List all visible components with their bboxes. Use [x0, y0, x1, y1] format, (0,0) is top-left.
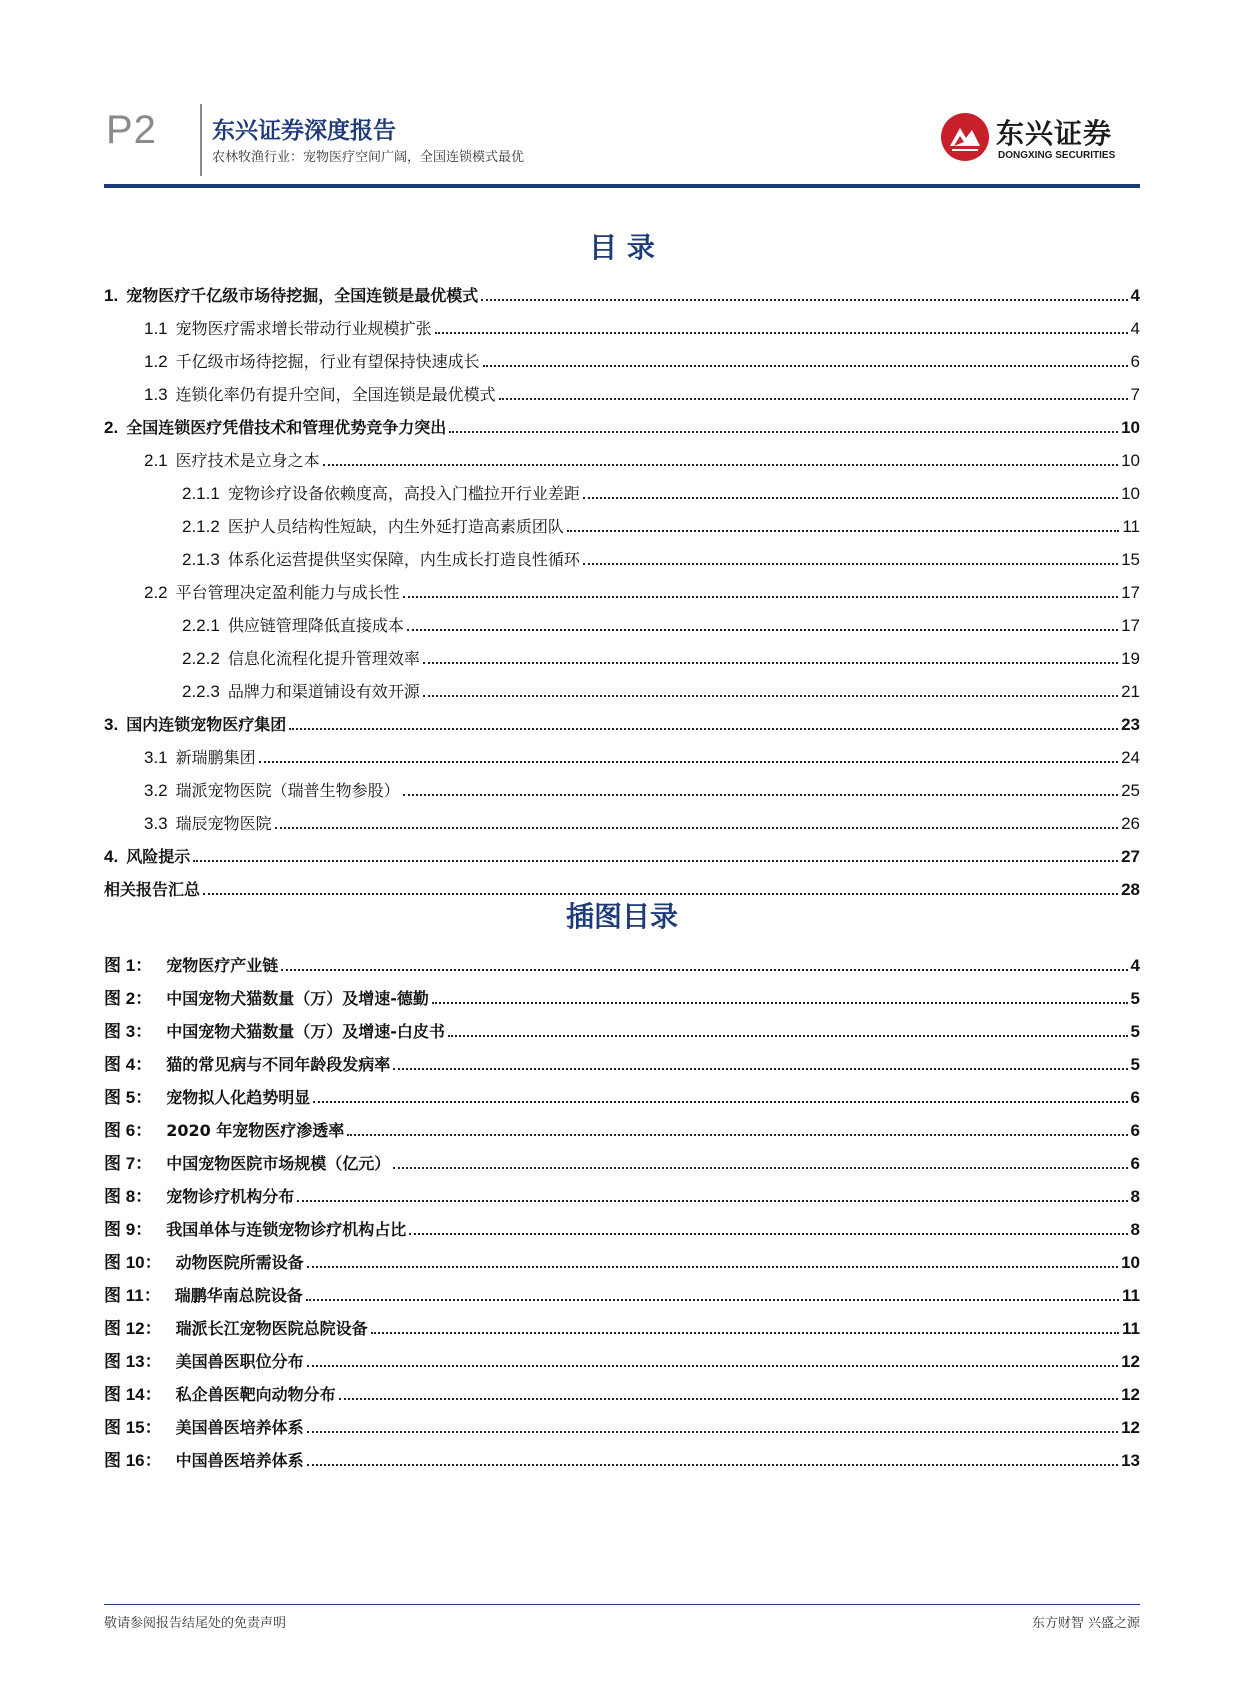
- entry-title: [104, 847, 190, 867]
- entry-text: 医疗技术是立身之本: [175, 451, 320, 470]
- entry-text: 中国兽医培养体系: [175, 1451, 304, 1470]
- entry-number: 图 5：: [104, 1088, 153, 1107]
- dot-leader: [403, 596, 1118, 598]
- entry-page-number: 17: [1121, 583, 1140, 602]
- header-rule: [104, 184, 1140, 188]
- entry-page-number: 8: [1130, 1220, 1140, 1239]
- entry-text: 中国宠物犬猫数量（万）及增速-白皮书: [166, 1022, 445, 1041]
- dot-leader: [432, 1002, 1128, 1004]
- entry-text: 宠物医疗千亿级市场待挖掘，全国连锁是最优模式: [126, 286, 479, 305]
- entry-number: 2.2.1: [182, 616, 220, 635]
- entry-text: 体系化运营提供坚实保障，内生成长打造良性循环: [227, 550, 580, 569]
- entry-title: [144, 385, 496, 405]
- toc-entry[interactable]: [104, 504, 1140, 537]
- dot-leader: [347, 1134, 1127, 1136]
- entry-title: [182, 649, 420, 669]
- entry-number: 2.: [104, 418, 119, 437]
- entry-title: [104, 956, 278, 976]
- entry-page-number: 13: [1121, 1451, 1140, 1470]
- dot-leader: [409, 1233, 1127, 1235]
- entry-page-number: 17: [1121, 616, 1140, 635]
- toc-entry[interactable]: [104, 834, 1140, 867]
- entry-number: 图 14：: [104, 1385, 162, 1404]
- dot-leader: [449, 431, 1118, 433]
- entry-number: 3.1: [144, 748, 168, 767]
- figure-entry[interactable]: [104, 1042, 1140, 1075]
- entry-title: [104, 418, 446, 438]
- dot-leader: [435, 332, 1128, 334]
- entry-title: [104, 1154, 390, 1174]
- figures-heading: 插图目录: [565, 900, 678, 933]
- entry-text: 信息化流程化提升管理效率: [227, 649, 420, 668]
- toc-entry[interactable]: [104, 702, 1140, 735]
- entry-number: 图 11：: [104, 1286, 161, 1305]
- entry-text: 宠物医疗产业链: [166, 956, 279, 975]
- entry-title: [104, 1352, 304, 1372]
- toc-entry[interactable]: [104, 603, 1140, 636]
- dot-leader: [275, 827, 1118, 829]
- entry-text: 中国宠物医院市场规模（亿元）: [166, 1154, 391, 1173]
- entry-title: [104, 1220, 406, 1240]
- entry-text: 风险提示: [126, 847, 191, 866]
- entry-title: [104, 715, 286, 735]
- entry-page-number: 5: [1130, 989, 1140, 1008]
- entry-page-number: 4: [1130, 286, 1140, 305]
- entry-page-number: 4: [1130, 956, 1140, 975]
- toc-entry[interactable]: [104, 801, 1140, 834]
- figure-entry[interactable]: [104, 1108, 1140, 1141]
- entry-title: [104, 1121, 344, 1141]
- entry-number: 1.2: [144, 352, 168, 371]
- dot-leader: [481, 299, 1127, 301]
- entry-title: [182, 550, 580, 570]
- entry-text: 宠物医疗需求增长带动行业规模扩张: [175, 319, 432, 338]
- entry-text: 宠物诊疗设备依赖度高，高投入门槛拉开行业差距: [227, 484, 580, 503]
- dot-leader: [307, 1365, 1118, 1367]
- entry-text: 平台管理决定盈利能力与成长性: [175, 583, 400, 602]
- entry-page-number: 24: [1121, 748, 1140, 767]
- entry-text: 瑞派长江宠物医院总院设备: [175, 1319, 368, 1338]
- entry-text: 我国单体与连锁宠物诊疗机构占比: [166, 1220, 407, 1239]
- figure-entry[interactable]: [104, 1207, 1140, 1240]
- entry-text: 相关报告汇总: [104, 880, 201, 899]
- toc-entry[interactable]: [104, 339, 1140, 372]
- entry-text: 动物医院所需设备: [175, 1253, 304, 1272]
- entry-page-number: 11: [1122, 1286, 1140, 1305]
- entry-title: [182, 682, 420, 702]
- entry-text: 瑞辰宠物医院: [175, 814, 272, 833]
- entry-number: 图 9：: [104, 1220, 153, 1239]
- dot-leader: [371, 1332, 1119, 1334]
- dot-leader: [307, 1431, 1118, 1433]
- entry-title: [182, 484, 580, 504]
- dot-leader: [393, 1068, 1127, 1070]
- dot-leader: [423, 695, 1118, 697]
- entry-page-number: 5: [1130, 1055, 1140, 1074]
- figure-entry[interactable]: [104, 1240, 1140, 1273]
- entry-page-number: 15: [1121, 550, 1140, 569]
- company-logo: [940, 110, 1140, 166]
- header-divider: [200, 104, 202, 176]
- entry-title: [104, 1187, 294, 1207]
- toc-entry[interactable]: [104, 405, 1140, 438]
- entry-page-number: 6: [1130, 1154, 1140, 1173]
- toc-entry[interactable]: [104, 669, 1140, 702]
- entry-number: 2.1.1: [182, 484, 220, 503]
- entry-number: 2.2.2: [182, 649, 220, 668]
- entry-text: 品牌力和渠道铺设有效开源: [227, 682, 420, 701]
- entry-title: [104, 989, 429, 1009]
- entry-number: 3.3: [144, 814, 168, 833]
- entry-number: 图 10：: [104, 1253, 162, 1272]
- entry-title: [104, 1088, 310, 1108]
- entry-text: 供应链管理降低直接成本: [227, 616, 404, 635]
- entry-title: [104, 1253, 304, 1273]
- figure-entry[interactable]: [104, 976, 1140, 1009]
- entry-page-number: 25: [1121, 781, 1140, 800]
- entry-number: 图 12：: [104, 1319, 162, 1338]
- dot-leader: [483, 365, 1128, 367]
- list-of-figures: [104, 943, 1140, 1471]
- dot-leader: [583, 497, 1118, 499]
- dot-leader: [403, 794, 1118, 796]
- entry-text: 全国连锁医疗凭借技术和管理优势竞争力突出: [126, 418, 447, 437]
- figure-entry[interactable]: [104, 1405, 1140, 1438]
- dongxing-logo-icon: [940, 112, 990, 162]
- dot-leader: [323, 464, 1118, 466]
- figure-entry[interactable]: [104, 1141, 1140, 1174]
- entry-number: 图 3：: [104, 1022, 153, 1041]
- entry-title: [144, 319, 432, 339]
- dot-leader: [259, 761, 1118, 763]
- dot-leader: [306, 1299, 1119, 1301]
- entry-page-number: 10: [1121, 484, 1140, 503]
- toc-entry[interactable]: [104, 570, 1140, 603]
- entry-title: [104, 1418, 304, 1438]
- dot-leader: [448, 1035, 1128, 1037]
- entry-text: 国内连锁宠物医疗集团: [126, 715, 287, 734]
- footer-rule: [104, 1604, 1140, 1605]
- dot-leader: [281, 969, 1127, 971]
- entry-number: 4.: [104, 847, 119, 866]
- entry-page-number: 6: [1130, 352, 1140, 371]
- entry-text: 千亿级市场待挖掘，行业有望保持快速成长: [175, 352, 480, 371]
- entry-page-number: 6: [1130, 1121, 1140, 1140]
- dot-leader: [289, 728, 1118, 730]
- entry-title: [104, 1022, 445, 1042]
- entry-number: 2.2.3: [182, 682, 220, 701]
- report-header: [104, 100, 1140, 190]
- toc-entry[interactable]: [104, 636, 1140, 669]
- report-subtitle: 农林牧渔行业：宠物医疗空间广阔，全国连锁模式最优: [212, 150, 525, 165]
- entry-number: 图 4：: [104, 1055, 153, 1074]
- figure-entry[interactable]: [104, 1075, 1140, 1108]
- entry-number: 图 13：: [104, 1352, 162, 1371]
- entry-title: [144, 451, 320, 471]
- entry-number: 3.: [104, 715, 119, 734]
- figure-entry[interactable]: [104, 1174, 1140, 1207]
- dot-leader: [407, 629, 1118, 631]
- entry-title: [144, 583, 400, 603]
- disclaimer-note: 敬请参阅报告结尾处的免责声明: [104, 1616, 287, 1631]
- entry-title: [144, 781, 400, 801]
- dot-leader: [307, 1266, 1118, 1268]
- entry-number: 图 8：: [104, 1187, 153, 1206]
- entry-page-number: 28: [1121, 880, 1140, 899]
- dot-leader: [499, 398, 1128, 400]
- dot-leader: [583, 563, 1118, 565]
- entry-page-number: 12: [1121, 1385, 1140, 1404]
- entry-number: 2.1.2: [182, 517, 220, 536]
- entry-text: 美国兽医培养体系: [175, 1418, 304, 1437]
- toc-entry[interactable]: [104, 372, 1140, 405]
- toc-entry[interactable]: [104, 735, 1140, 768]
- entry-page-number: 5: [1130, 1022, 1140, 1041]
- dot-leader: [567, 530, 1120, 532]
- toc-entry[interactable]: [104, 768, 1140, 801]
- entry-page-number: 19: [1121, 649, 1140, 668]
- figure-entry[interactable]: [104, 1339, 1140, 1372]
- entry-number: 1.3: [144, 385, 168, 404]
- dot-leader: [423, 662, 1118, 664]
- figure-entry[interactable]: [104, 1273, 1140, 1306]
- entry-page-number: 11: [1122, 517, 1140, 536]
- entry-text: 2020 年宠物医疗渗透率: [166, 1121, 345, 1140]
- entry-page-number: 10: [1121, 1253, 1140, 1272]
- entry-number: 1.: [104, 286, 119, 305]
- logo-english-text: DONGXING SECURITIES: [998, 150, 1116, 161]
- entry-page-number: 12: [1121, 1352, 1140, 1371]
- entry-number: 2.2: [144, 583, 168, 602]
- entry-number: 图 2：: [104, 989, 153, 1008]
- entry-page-number: 11: [1122, 1319, 1140, 1338]
- dot-leader: [307, 1464, 1118, 1466]
- entry-text: 医护人员结构性短缺，内生外延打造高素质团队: [227, 517, 564, 536]
- toc-entry[interactable]: [104, 306, 1140, 339]
- entry-title: [104, 1451, 304, 1471]
- entry-title: [144, 814, 272, 834]
- entry-text: 连锁化率仍有提升空间，全国连锁是最优模式: [175, 385, 496, 404]
- entry-text: 宠物诊疗机构分布: [166, 1187, 295, 1206]
- entry-page-number: 10: [1121, 451, 1140, 470]
- figure-entry[interactable]: [104, 1306, 1140, 1339]
- entry-number: 3.2: [144, 781, 168, 800]
- entry-title: [104, 1319, 368, 1339]
- dot-leader: [193, 860, 1118, 862]
- entry-number: 1.1: [144, 319, 168, 338]
- entry-title: [144, 748, 256, 768]
- entry-page-number: 27: [1121, 847, 1140, 866]
- dot-leader: [297, 1200, 1127, 1202]
- dot-leader: [313, 1101, 1127, 1103]
- figure-entry[interactable]: [104, 1372, 1140, 1405]
- entry-title: [182, 616, 404, 636]
- entry-title: [104, 286, 478, 306]
- entry-page-number: 26: [1121, 814, 1140, 833]
- page-number: P2: [106, 108, 157, 152]
- toc-entry[interactable]: [104, 438, 1140, 471]
- entry-number: 图 6：: [104, 1121, 153, 1140]
- entry-title: [144, 352, 480, 372]
- entry-number: 图 7：: [104, 1154, 153, 1173]
- entry-text: 中国宠物犬猫数量（万）及增速-德勤: [166, 989, 429, 1008]
- toc-entry[interactable]: [104, 273, 1140, 306]
- entry-page-number: 6: [1130, 1088, 1140, 1107]
- entry-text: 瑞鹏华南总院设备: [174, 1286, 303, 1305]
- entry-page-number: 21: [1121, 682, 1140, 701]
- entry-number: 图 15：: [104, 1418, 162, 1437]
- entry-page-number: 7: [1130, 385, 1140, 404]
- entry-text: 新瑞鹏集团: [175, 748, 256, 767]
- toc-heading: 目 录: [589, 231, 655, 264]
- table-of-contents: [104, 273, 1140, 900]
- entry-text: 瑞派宠物医院（瑞普生物参股）: [175, 781, 400, 800]
- entry-page-number: 10: [1121, 418, 1140, 437]
- entry-title: [104, 1286, 303, 1306]
- toc-entry[interactable]: [104, 471, 1140, 504]
- dot-leader: [339, 1398, 1118, 1400]
- entry-page-number: 12: [1121, 1418, 1140, 1437]
- figure-entry[interactable]: [104, 1438, 1140, 1471]
- entry-number: 图 1：: [104, 956, 153, 975]
- entry-number: 2.1: [144, 451, 168, 470]
- toc-entry[interactable]: [104, 537, 1140, 570]
- entry-text: 私企兽医靶向动物分布: [175, 1385, 336, 1404]
- entry-number: 图 16：: [104, 1451, 162, 1470]
- report-title: 东兴证券深度报告: [212, 118, 396, 144]
- entry-title: [104, 1055, 390, 1075]
- entry-page-number: 23: [1121, 715, 1140, 734]
- entry-text: 宠物拟人化趋势明显: [166, 1088, 311, 1107]
- entry-text: 美国兽医职位分布: [175, 1352, 304, 1371]
- entry-title: [182, 517, 564, 537]
- entry-page-number: 8: [1130, 1187, 1140, 1206]
- figure-entry[interactable]: [104, 1009, 1140, 1042]
- footer-slogan: 东方财智 兴盛之源: [1031, 1616, 1140, 1631]
- dot-leader: [393, 1167, 1127, 1169]
- logo-chinese-text: 东兴证券: [996, 117, 1113, 150]
- entry-text: 猫的常见病与不同年龄段发病率: [166, 1055, 391, 1074]
- figure-entry[interactable]: [104, 943, 1140, 976]
- entry-page-number: 4: [1130, 319, 1140, 338]
- entry-number: 2.1.3: [182, 550, 220, 569]
- entry-title: [104, 1385, 336, 1405]
